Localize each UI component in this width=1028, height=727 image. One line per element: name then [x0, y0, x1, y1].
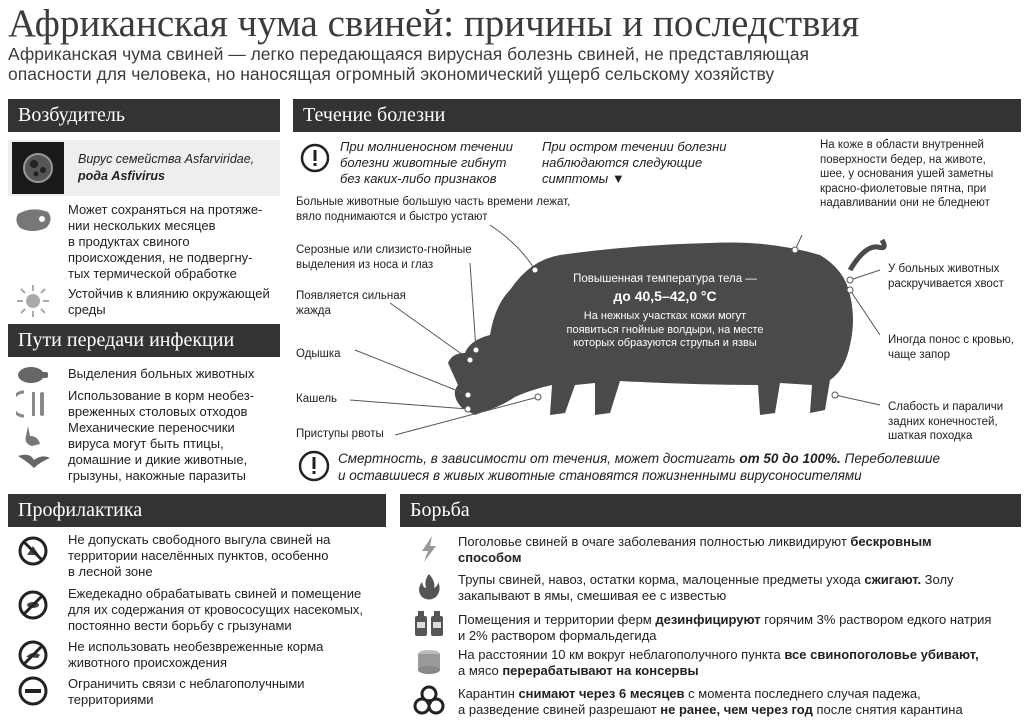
symptom-vomiting: Приступы рвоты [296, 428, 384, 440]
sun-icon [16, 284, 50, 318]
temperature-label: Повышенная температура тела — до 40,5–42,0 °С [573, 273, 757, 304]
pathogen-heading: Возбудитель [8, 99, 280, 132]
virus-family: Вирус семейства Asfarviridae, [78, 152, 255, 166]
lightning-course-note: При молниеносном течении болезни животные гибнут без каких-либо признаков [340, 139, 513, 186]
transmission-heading: Пути передачи инфекции [8, 324, 280, 357]
biohazard-icon [412, 684, 446, 718]
symptom-cough: Кашель [296, 393, 338, 405]
mortality-warning-icon [298, 450, 330, 482]
virus-genus: рода Asfivirus [78, 169, 165, 183]
control-item-quarantine: Карантин снимают через 6 месяцев с момента последнего случая падежа, а разведение свиней разрешают не ранее, чем через год после снятия карантина [458, 686, 963, 717]
symptom-tail: У больных животных раскручивается хвост [888, 263, 1004, 290]
disinfectant-icon [412, 608, 446, 638]
symptom-dyspnea: Одышка [296, 348, 341, 360]
prevention-item-insects: Ежедекадно обрабатывать свиней и помещение для их содержания от кровососущих насекомых, постоянно вести борьбу с грызунами [68, 586, 364, 633]
control-item-liquidation: Поголовье свиней в очаге заболевания полностью ликвидируют бескровным способом [458, 534, 932, 565]
prevention-item-contacts: Ограничить связи с неблагополучными территориями [68, 676, 305, 707]
mortality-note: Смертность, в зависимости от течения, может достигать от 50 до 100%. Переболевшие и оставшиеся в живых животные становятся пожизненными вирусоносителями [338, 451, 941, 483]
lightning-icon [414, 534, 444, 564]
symptom-paralysis: Слабость и параличи задних конечностей, шаткая походка [888, 401, 1004, 442]
triangle-down-icon: ▼ [611, 171, 625, 186]
pathogen-item-meat: Может сохраняться на протяже- нии нескольких месяцев в продуктах свиного происхождения, не подвергну- тых термической обработке [68, 202, 263, 281]
virus-box [8, 140, 280, 196]
animals-icon [14, 424, 54, 472]
acute-course-note: При остром течении болезни наблюдаются следующие симптомы ▼ [542, 139, 727, 186]
symptom-skin-spots: На коже в области внутренней поверхности бедер, на животе, шее, у основания ушей заметны красно-фиолетовые пятна, при надавливании они не бледнеют [820, 139, 994, 209]
fire-icon [414, 572, 444, 602]
course-heading: Течение болезни [293, 99, 1021, 132]
cutlery-icon [16, 390, 50, 418]
prevention-item-free-range: Не допускать свободного выгула свиней на территории населённых пунктов, особенно в лесной зоне [68, 532, 331, 579]
control-item-disinfection: Помещения и территории ферм дезинфицируют горячим 3% раствором едкого натрия и 2% раствором формальдегида [458, 612, 992, 643]
control-item-slaughter: На расстоянии 10 км вокруг неблагополучного пункта все свинопоголовье убивают, а мясо перерабатывают на консервы [458, 647, 979, 678]
transmission-item-secretions: Выделения больных животных [68, 366, 255, 381]
control-heading: Борьба [400, 494, 1021, 527]
virus-image [12, 142, 64, 194]
no-insects-icon [18, 590, 48, 620]
control-item-burning: Трупы свиней, навоз, остатки корма, малоценные предметы ухода сжигают. Золу закапывают в ямы, смешивая ее с известью [458, 572, 954, 603]
symptom-lethargy: Больные животные большую часть времени лежат, вяло поднимаются и быстро устают [296, 196, 571, 223]
symptom-thirst: Появляется сильная жажда [296, 290, 406, 317]
symptom-discharge: Серозные или слизисто-гнойные выделения из носа и глаз [296, 244, 472, 271]
symptom-diarrhea: Иногда понос с кровью, чаще запор [888, 334, 1014, 361]
prevention-heading: Профилактика [8, 494, 386, 527]
blisters-label: На нежных участках кожи могут появиться гнойные волдыри, на месте которых образуются струпья и язвы [566, 310, 764, 349]
canned-meat-icon [414, 646, 444, 676]
transmission-item-carriers: Механические переносчики вируса могут быть птицы, домашние и дикие животные, грызуны, накожные паразиты [68, 420, 248, 483]
prevention-item-raw-feed: Не использовать необезвреженные корма животного происхождения [68, 639, 324, 670]
transmission-item-waste: Использование в корм необез- вреженных столовых отходов [68, 388, 255, 419]
page-title: Африканская чума свиней: причины и последствия [8, 2, 860, 45]
meat-icon [14, 206, 54, 234]
no-raw-feed-icon [18, 640, 48, 670]
warning-icon [300, 143, 330, 173]
pathogen-item-sun: Устойчив к влиянию окружающей среды [68, 286, 270, 317]
no-free-range-icon [18, 536, 48, 566]
restrict-contact-icon [18, 676, 48, 706]
page-subtitle: Африканская чума свиней — легко передающаяся вирусная болезнь свиней, не представляющая опасности для человека, но наносящая огромный экономический ущерб сельскому хозяйству [8, 44, 810, 84]
pig-icon [14, 364, 50, 386]
